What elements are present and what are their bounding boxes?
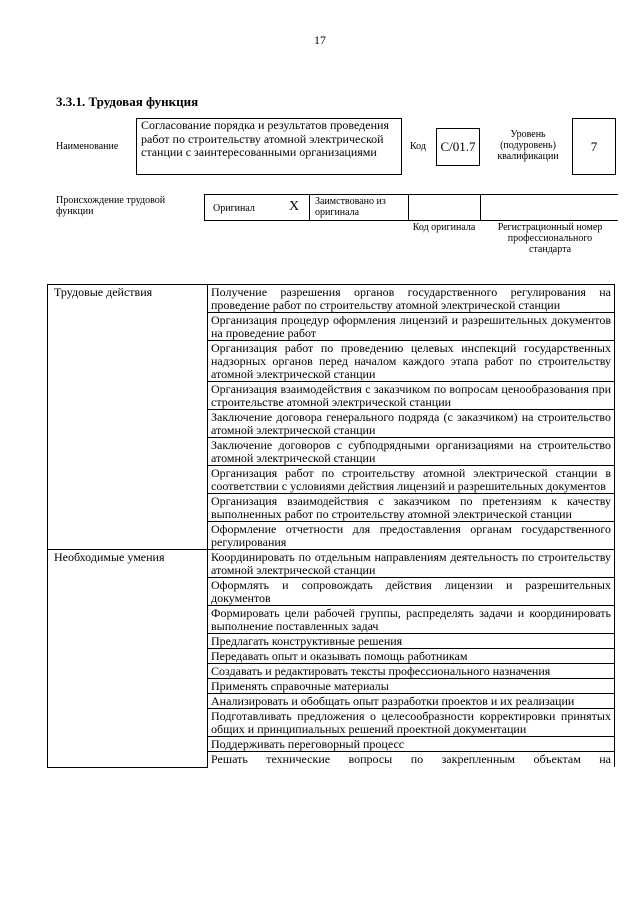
required-skill: Предлагать конструктивные решения: [208, 634, 615, 649]
level-label: Уровень (подуровень) квалификации: [497, 129, 559, 162]
level-box: [572, 118, 616, 175]
table-row: [48, 285, 615, 313]
labor-action: Получение разрешения органов государственного регулирования на проведение работ по строительству атомной электрической станции: [208, 285, 615, 313]
function-name-value: Согласование порядка и результатов проведения работ по строительству атомной электрической станции с заинтересованными организациями: [141, 118, 389, 159]
required-skill: Поддерживать переговорный процесс: [208, 737, 615, 752]
origin-divider: [408, 195, 409, 220]
labor-action: Организация работ по строительству атомной электрической станции в соответствии с условиями действия лицензий и разрешительных документов: [208, 466, 615, 494]
reg-number-caption: Регистрационный номер профессионального стандарта: [497, 222, 603, 255]
function-name-box: [136, 118, 402, 175]
original-label: Оригинал: [213, 203, 255, 214]
required-skill: Формировать цели рабочей группы, распределять задачи и координировать выполнение поставленных задач: [208, 606, 615, 634]
required-skill: Координировать по отдельным направлениям деятельность по строительству атомной электрической станции: [208, 550, 615, 578]
borrowed-label: Заимствовано из оригинала: [315, 196, 386, 218]
skills-label: Необходимые умения: [48, 550, 208, 768]
required-skill: Применять справочные материалы: [208, 679, 615, 694]
origin-divider: [309, 195, 310, 220]
labor-action: Заключение договоров с субподрядными организациями на строительство атомной электрической станции: [208, 438, 615, 466]
required-skill: Подготавливать предложения о целесообразности корректировки принятых общих и принципиальных решений проектной документации: [208, 709, 615, 737]
name-label: Наименование: [56, 141, 119, 152]
labor-action: Организация работ по проведению целевых инспекций государственных надзорных органов перед началом каждого этапа работ по строительству атомной электрической станции: [208, 341, 615, 382]
actions-label: Трудовые действия: [48, 285, 208, 550]
level-value: 7: [590, 138, 598, 154]
labor-action: Организация процедур оформления лицензий и разрешительных документов на проведение работ: [208, 313, 615, 341]
origin-divider: [480, 195, 481, 220]
required-skill: Решать технические вопросы по закрепленным объектам на: [211, 753, 611, 766]
section-title: 3.3.1. Трудовая функция: [56, 94, 199, 109]
function-table: [47, 284, 615, 768]
code-label: Код: [410, 141, 426, 152]
code-box: [436, 128, 480, 166]
page-number: 17: [314, 33, 326, 47]
origin-label: Происхождение трудовой функции: [56, 195, 166, 217]
original-mark: X: [289, 199, 300, 214]
required-skill: Создавать и редактировать тексты профессионального назначения: [208, 664, 615, 679]
code-value: C/01.7: [440, 139, 476, 154]
origin-row: [204, 194, 618, 221]
labor-action: Организация взаимодействия с заказчиком по претензиям к качеству выполненных работ по строительству атомной электрической станции: [208, 494, 615, 522]
labor-action: Оформление отчетности для предоставления органам государственного регулирования: [208, 522, 615, 550]
labor-action: Организация взаимодействия с заказчиком по вопросам ценообразования при строительстве атомной электрической станции: [208, 382, 615, 410]
required-skill: Передавать опыт и оказывать помощь работникам: [208, 649, 615, 664]
table-row: [48, 550, 615, 578]
labor-action: Заключение договора генерального подряда (с заказчиком) на строительство атомной электрической станции: [208, 410, 615, 438]
required-skill: Анализировать и обобщать опыт разработки проектов и их реализации: [208, 694, 615, 709]
required-skill: Оформлять и сопровождать действия лицензии и разрешительных документов: [208, 578, 615, 606]
code-original-caption: Код оригинала: [412, 222, 476, 233]
